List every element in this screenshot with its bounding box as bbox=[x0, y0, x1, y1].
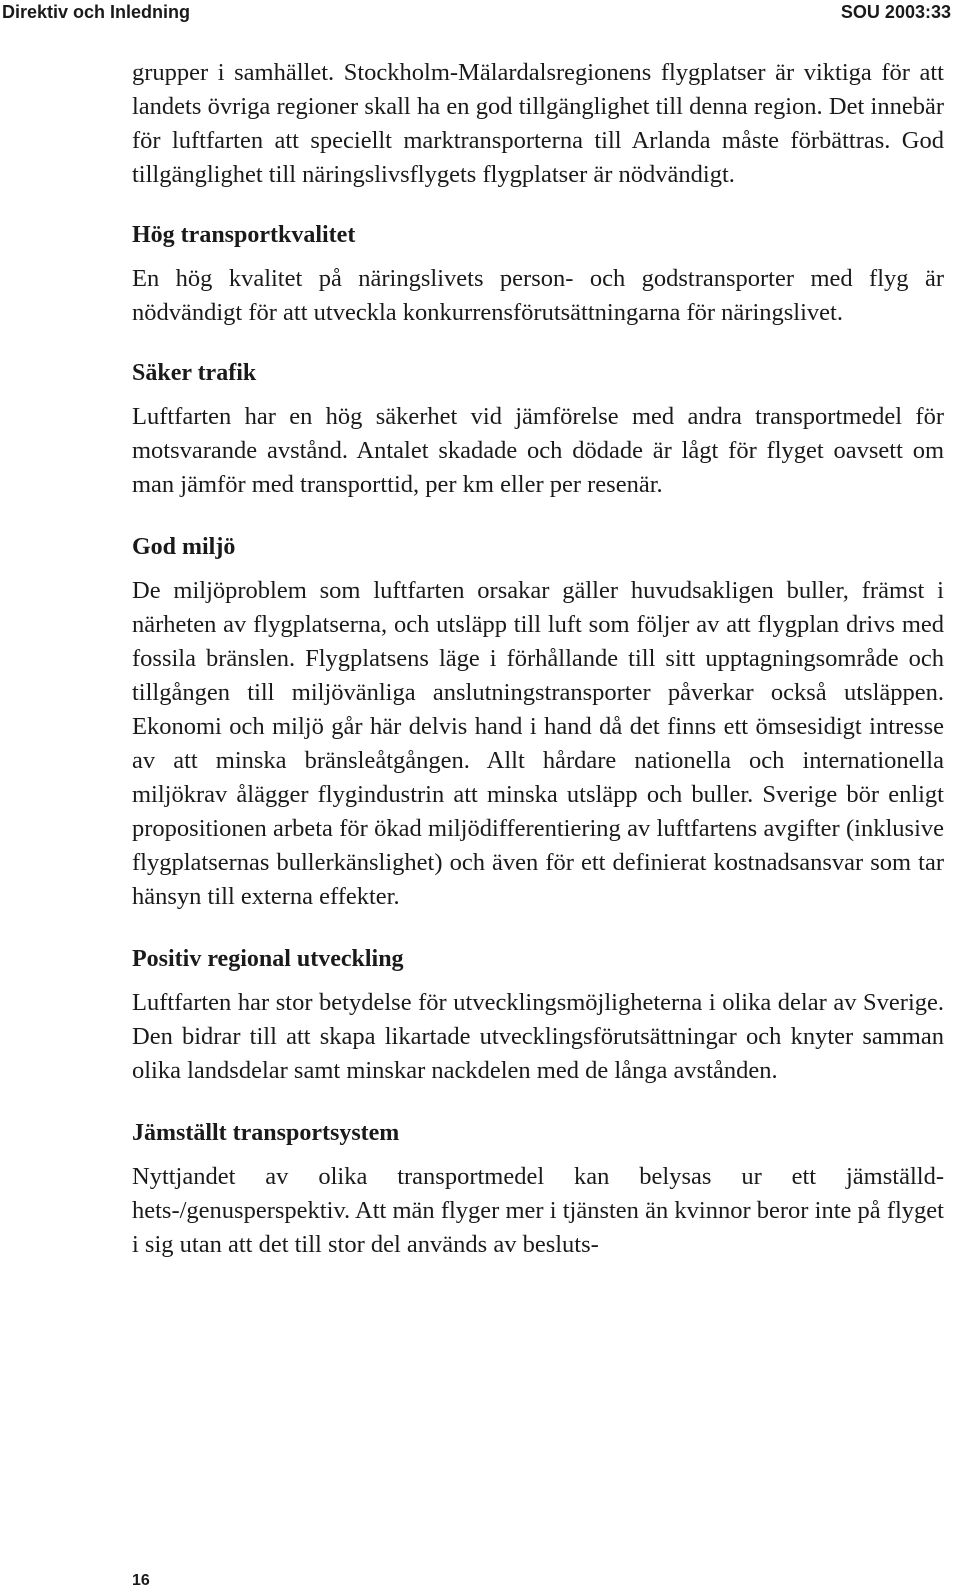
section-paragraph: Luftfarten har en hög säkerhet vid jämförelse med andra transportmedel för motsvarande avstånd. Antalet skadade och dödade är lågt för flyget oavsett om man jämför med transporttid, per km eller per resenär. bbox=[132, 403, 944, 498]
section-paragraph: En hög kvalitet på näringslivets person- och godstransporter med flyg är nödvändigt för att utveckla konkurrensförutsättningarna för näringslivet. bbox=[132, 265, 944, 326]
section-heading: Jämställt transportsystem bbox=[132, 1120, 400, 1146]
page-number: 16 bbox=[132, 1572, 150, 1589]
chapter-title: Direktiv och Inledning bbox=[2, 2, 191, 22]
section-paragraph: De miljöproblem som luftfarten orsakar gäller huvudsakligen buller, främst i närheten av flygplatserna, och utsläpp till luft som följer av att flygplan drivs med fossila bränslen. Flygplatsens läge i förhållande till sitt upptagningsområde och tillgången till miljövänliga anslutningstransporter påverkar också utsläppen. Ekonomi och miljö går här delvis hand i hand då det finns ett ömsesidigt intresse av att minska bränsleåtgången. Allt hårdare nationella och internationella miljökrav ålägger flygindustrin att minska utsläpp och buller. Sverige bör enligt propositionen arbeta för ökad miljödifferentiering av luftfartens avgifter (inklusive flygplatsernas bullerkänslighet) och även för ett definierat kostnadsansvar som tar hänsyn till externa effekter. bbox=[132, 577, 944, 910]
body-text bbox=[132, 56, 944, 1262]
section-heading: God miljö bbox=[132, 534, 236, 560]
section-heading: Säker trafik bbox=[132, 360, 257, 386]
intro-paragraph: grupper i samhället. Stockholm-Mälardalsregionens flygplatser är viktiga för att landets övriga regioner skall ha en god tillgänglighet till denna region. Det innebär för luftfarten att speciellt marktransporterna till Arlanda måste förbättras. God tillgänglighet till näringslivsflygets flygplatser är nödvändigt. bbox=[132, 59, 944, 188]
section-paragraph: Nyttjandet av olika transportmedel kan belysas ur ett jämställdhets-/genusperspektiv. Att män flyger mer i tjänsten än kvinnor beror inte på flyget i sig utan att det till stor del används av besluts- bbox=[132, 1163, 944, 1258]
section-heading: Hög transportkvalitet bbox=[132, 222, 356, 248]
report-number: SOU 2003:33 bbox=[840, 2, 951, 22]
section-heading: Positiv regional utveckling bbox=[132, 946, 404, 972]
running-header bbox=[0, 0, 960, 28]
section-paragraph: Luftfarten har stor betydelse för utvecklingsmöjligheterna i olika delar av Sverige. Den bidrar till att skapa likartade utvecklingsförutsättningar och knyter samman olika landsdelar samt minskar nackdelen med de långa avstånden. bbox=[132, 989, 944, 1084]
